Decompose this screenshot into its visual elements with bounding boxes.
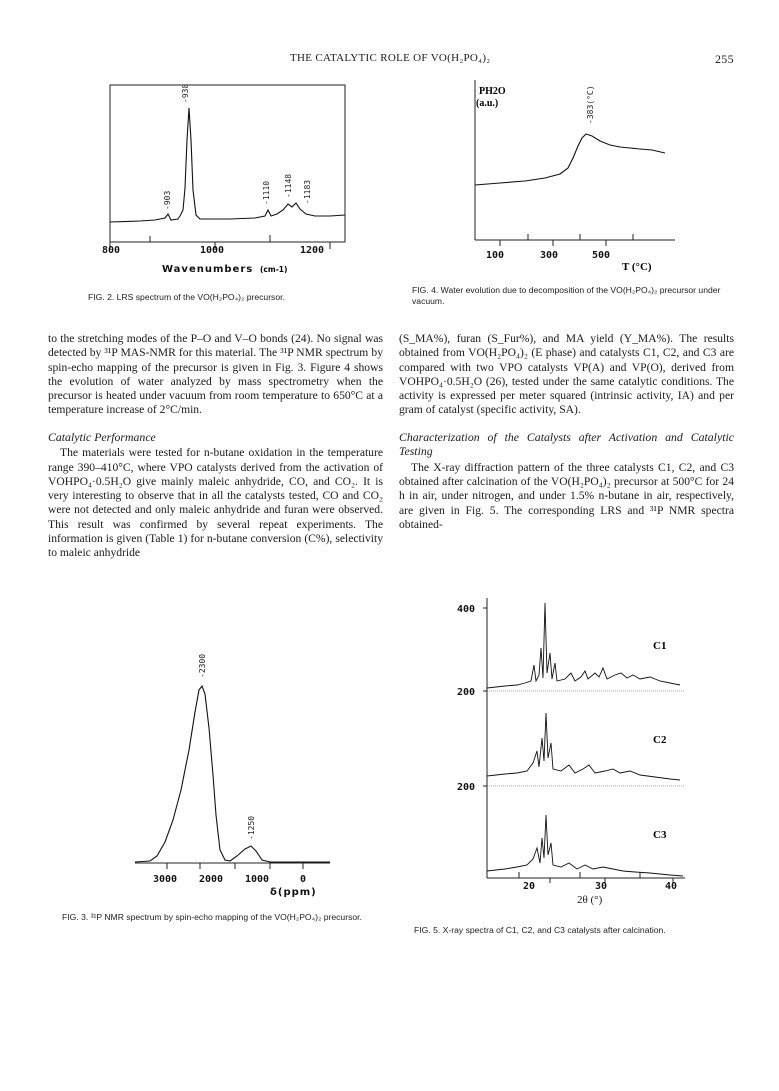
section-heading-catalytic-performance: Catalytic Performance — [48, 429, 156, 444]
fig4-xlabel: T (°C) — [622, 261, 652, 273]
fig5-series-c2 — [487, 713, 680, 780]
right-column — [399, 332, 734, 532]
fig2-xunit: (cm-1) — [260, 265, 288, 274]
fig4-caption: FIG. 4. Water evolution due to decomposition of the VO(H₂PO₄)₂ precursor under vacuum. — [412, 285, 721, 306]
fig4-ylabel: PH2O — [479, 86, 506, 97]
fig4-ylabel-unit: (a.u.) — [476, 98, 499, 109]
fig4-water-evolution — [460, 70, 690, 275]
fig2-tick-1200: 1200 — [300, 245, 325, 256]
fig5-xray-spectra — [455, 593, 695, 893]
fig3-caption: FIG. 3. ³¹P NMR spectrum by spin-echo mapping of the VO(H₂PO₄)₂ precursor. — [62, 912, 362, 922]
left-column — [48, 332, 383, 561]
fig4-peak-label: -383(°C) — [586, 85, 595, 124]
fig2-tick-1000: 1000 — [200, 245, 225, 256]
fig4-tick-500: 500 — [592, 250, 611, 261]
fig2-tick-800: 800 — [102, 245, 121, 256]
fig2-xlabel: Wavenumbers — [162, 264, 254, 275]
right-para-1: (S_MA%), furan (S_Fur%), and MA yield (Y_MA%). The results obtained from VO(H₂PO₄)₂ (E phase) and catalysts C1, C2, and C3 are compared with two VPO catalysts VP(A) and VP(O), derived from VOHPO₄·0.5H₂O (26), tested under the same catalytic conditions. The activity is expressed per meter squared (intrinsic activity, IA) and per gram of catalyst (specific activity, SA). — [399, 332, 734, 417]
right-para-2: The X-ray diffraction pattern of the three catalysts C1, C2, and C3 obtained after calcination of the VO(H₂PO₄)₂ precursor at 500°C for 24 h in air, under nitrogen, and under 1.5% n-butane in air, respectively, are given in Fig. 5. The corresponding LRS and ³¹P NMR spectra obtained- — [399, 460, 734, 531]
fig2-peak-903: -903 — [163, 190, 172, 210]
fig5-series-c3 — [487, 815, 683, 876]
fig2-peak-1148: -1148 — [284, 173, 293, 198]
fig2-lrs-spectrum — [80, 70, 370, 285]
fig5-label-c1: C1 — [653, 640, 667, 652]
page-number: 255 — [715, 52, 734, 66]
fig3-spectrum-line — [135, 686, 330, 862]
fig5-ylabel-200-b: 200 — [457, 782, 476, 793]
fig3-tick-0: 0 — [300, 874, 307, 885]
fig5-xlabel: 2θ (°) — [577, 894, 603, 906]
fig5-tick-30: 30 — [595, 881, 608, 892]
fig3-tick-3000: 3000 — [153, 874, 178, 885]
fig3-xlabel: δ(ppm) — [270, 887, 317, 898]
fig4-tick-300: 300 — [540, 250, 559, 261]
fig5-caption: FIG. 5. X-ray spectra of C1, C2, and C3 catalysts after calcination. — [414, 925, 666, 935]
fig2-peak-1183: -1183 — [303, 179, 312, 204]
fig5-ylabel-400: 400 — [457, 604, 476, 615]
fig2-caption: FIG. 2. LRS spectrum of the VO(H₂PO₄)₂ precursor. — [88, 292, 285, 302]
fig5-tick-40: 40 — [665, 881, 678, 892]
fig3-nmr-spectrum — [125, 650, 355, 900]
running-title: THE CATALYTIC ROLE OF VO(H₂PO₄)₂ — [290, 52, 491, 64]
fig3-tick-1000: 1000 — [245, 874, 270, 885]
fig5-ylabel-200-a: 200 — [457, 687, 476, 698]
fig4-curve — [475, 134, 665, 185]
fig4-tick-100: 100 — [486, 250, 505, 261]
fig5-label-c2: C2 — [653, 734, 667, 746]
left-para-1: to the stretching modes of the P–O and V–O bonds (24). No signal was detected by ³¹P MAS-NMR for this material. The ³¹P NMR spectrum by spin-echo mapping of the precursor is given in Fig. 3. Figure 4 shows the evolution of water analyzed by mass spectrometry when the precursor is heated under vacuum from room temperature to 650°C at a temperature increase of 2°C/min. — [48, 332, 383, 417]
fig5-tick-20: 20 — [523, 881, 536, 892]
section-heading-characterization: Characterization of the Catalysts after Activation and Catalytic Testing — [399, 429, 734, 459]
left-para-2: The materials were tested for n-butane oxidation in the temperature range 390–410°C, where VPO catalysts derived from the activation of VOHPO₄·0.5H₂O give mainly maleic anhydride, CO, and CO₂. It is very interesting to observe that in all the catalysts tested, CO and CO₂ were not detected and only maleic anhydride and furan were observed. This result was confirmed by several repeat experiments. The information is given (Table 1) for n-butane conversion (C%), selectivity to maleic anhydride — [48, 446, 383, 560]
fig2-peak-938: -938 — [181, 83, 190, 103]
fig2-peak-1110: -1110 — [262, 180, 271, 205]
fig3-peak-2300: -2300 — [198, 653, 207, 678]
fig5-label-c3: C3 — [653, 829, 667, 841]
fig3-peak-1250: -1250 — [247, 815, 256, 840]
fig3-tick-2000: 2000 — [199, 874, 224, 885]
fig5-series-c1 — [487, 603, 680, 688]
